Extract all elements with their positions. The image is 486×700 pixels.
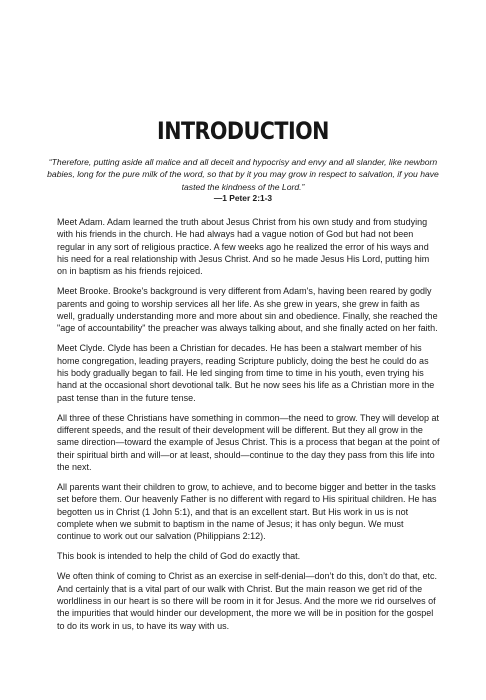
body-text bbox=[57, 216, 440, 639]
epigraph-reference: —1 Peter 2:1-3 bbox=[213, 193, 273, 203]
paragraph-self-denial: We often think of coming to Christ as an exercise in self-denial—don’t do this, don’t do that, etc. And certainly that is a vital part of our walk with Christ. But the main reason we get rid of the worldliness in our heart is so there will be room in it for Jesus. And the more we rid ourselves of the impurities that would hinder our development, the more we will be in position for the gospel to do its work in us, to have its way with us. bbox=[57, 571, 438, 631]
paragraph-brooke: Meet Brooke. Brooke's background is very different from Adam's, having been reared by godly parents and going to worship services all her life. As she grew in years, she grew in faith as well, gradually understanding more and more about sin and obedience. Finally, she reached the "age of accountability" the preacher was always talking about, and she finally acted on her faith. bbox=[57, 286, 438, 334]
chapter-title: INTRODUCTION bbox=[157, 117, 329, 145]
paragraph-parents: All parents want their children to grow, to achieve, and to become bigger and better in the tasks set before them. Our heavenly Father is no different with regard to His spiritual children. He has begotten us in Christ (1 John 5:1), and that is an excellent start. But His work in us is not complete when we submit to baptism in the name of Jesus; it has only begun. We must continue to work out our salvation (Philippians 2:12). bbox=[57, 481, 437, 542]
paragraph-need-to-grow: All three of these Christians have something in common—the need to grow. They will develop at different speeds, and the result of their development will be different. But they all grow in the same direction—toward the example of Jesus Christ. This is a process that began at the point of their spiritual birth and will—or at least, should—continue to the day they pass from this life into the next. bbox=[57, 412, 440, 472]
paragraph-book-purpose: This book is intended to help the child of God do exactly that. bbox=[57, 551, 301, 562]
paragraph-clyde: Meet Clyde. Clyde has been a Christian for decades. He has been a stalwart member of his home congregation, leading prayers, reading Scripture publicly, doing the best he could do as his body gradually began to fail. He led singing from time to time in his youth, even trying his hand at the occasional short devotional talk. But he now sees his life as a Christian more in the past tense than in the future tense. bbox=[57, 343, 435, 403]
epigraph-quote: “Therefore, putting aside all malice and all deceit and hypocrisy and envy and all slander, like newborn babies, long for the pure milk of the word, so that by it you may grow in respect to salvation, if you have tasted the kindness of the Lord.” bbox=[47, 157, 439, 192]
paragraph-adam: Meet Adam. Adam learned the truth about Jesus Christ from his own study and from studying with his friends in the church. He had always had a vague notion of God but had not been regular in any sort of religious practice. A few weeks ago he realized the error of his ways and his need for a real relationship with Jesus Christ. And so he made Jesus His Lord, putting him on in baptism as his friends rejoiced. bbox=[57, 217, 430, 277]
